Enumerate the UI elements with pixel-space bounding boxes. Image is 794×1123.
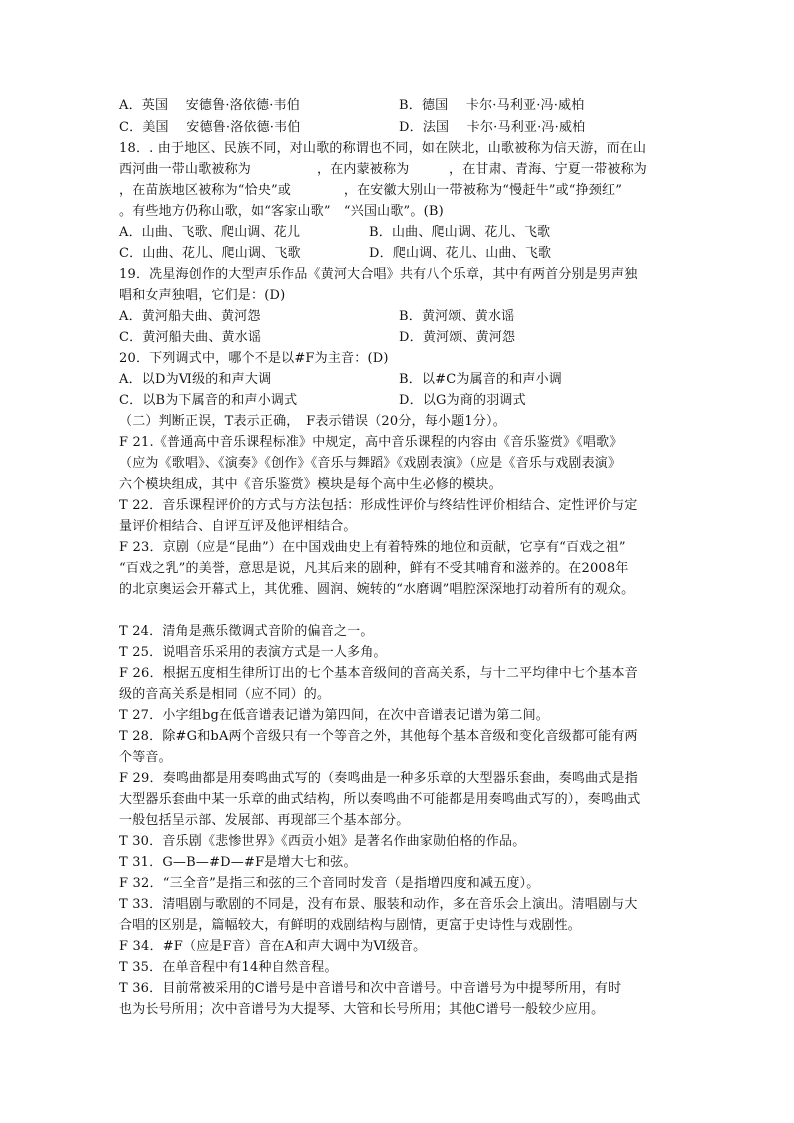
- q20-option-d: D．以G为商的羽调式: [399, 393, 526, 408]
- q18-line-3: ，在苗族地区被称为“恰央”或 ，在安徽大别山一带被称为“慢赶牛”或“挣颈红”: [119, 183, 623, 198]
- q17-options-row-2: [119, 120, 679, 136]
- q19-line-1: 19．冼星海创作的大型声乐作品《黄河大合唱》共有八个乐章，其中有两首分别是男声独: [119, 267, 638, 282]
- q19-option-d: D．黄河颂、黄河怨: [399, 330, 516, 345]
- q18-line-1: 18．. 由于地区、民族不同，对山歌的称谓也不同，如在陕北，山歌被称为信天游，而在山: [119, 141, 647, 156]
- q20-option-b: B．以#C为属音的和声小调: [399, 372, 562, 387]
- q19-option-c: C．黄河船夫曲、黄水谣: [119, 330, 262, 345]
- q21-line-1: F 21.《普通高中音乐课程标准》中规定，高中音乐课程的内容由《音乐鉴赏》《唱歌》: [119, 435, 623, 450]
- q26-line-2: 级的音高关系是相同（应不同）的。: [119, 687, 331, 702]
- q17-option-d: D．法国 卡尔·马利亚·冯·威柏: [399, 120, 586, 135]
- q21-line-3: 六个模块组成，其中《音乐鉴赏》模块是每个高中生必修的模块。: [119, 477, 502, 492]
- q33-line-2: 合唱的区别是，篇幅较大，有鲜明的戏剧结构与剧情，更富于史诗性与戏剧性。: [119, 918, 582, 933]
- q19-option-b: B．黄河颂、黄水谣: [399, 309, 515, 324]
- q28-line-1: T 28．除#G和bA两个音级只有一个等音之外，其他每个基本音级和变化音级都可能有两: [119, 729, 638, 744]
- q17-option-a: A．英国 安德鲁·洛依德·韦伯: [119, 98, 300, 113]
- q18-option-c: C．山曲、花儿、爬山调、飞歌: [119, 246, 301, 261]
- q22-line-2: 量评价相结合、自评互评及他评相结合。: [119, 519, 357, 534]
- q27-line: T 27．小字组bg在低音谱表记谱为第四间，在次中音谱表记谱为第二间。: [119, 708, 549, 723]
- q20-options-row-2: [119, 393, 679, 409]
- q19-options-row-1: [119, 309, 679, 325]
- q26-line-1: F 26．根据五度相生律所订出的七个基本音级间的音高关系，与十二平均律中七个基本音: [119, 666, 638, 681]
- q20-options-row-1: [119, 372, 679, 388]
- q20-line-1: 20．下列调式中，哪个不是以#F为主音：(D): [119, 351, 389, 366]
- q20-option-a: A．以D为Ⅵ级的和声大调: [119, 372, 272, 387]
- q17-option-c: C．美国 安德鲁·洛依德·韦伯: [119, 120, 301, 135]
- q19-option-a: A．黄河船夫曲、黄河怨: [119, 309, 261, 324]
- q25-line: T 25．说唱音乐采用的表演方式是一人多角。: [119, 645, 387, 660]
- q29-line-3: 一般包括呈示部、发展部、再现部三个基本部分。: [119, 813, 410, 828]
- q20-option-c: C．以B为下属音的和声小调式: [119, 393, 298, 408]
- q31-line: T 31．G—B—#D—#F是增大七和弦。: [119, 855, 357, 870]
- q33-line-1: T 33．清唱剧与歌剧的不同是，没有布景、服装和动作，多在音乐会上演出。清唱剧与大: [119, 897, 638, 912]
- q21-line-2: （应为《歌唱》、《演奏》《创作》《音乐与舞蹈》《戏剧表演》（应是《音乐与戏剧表演》: [119, 456, 622, 471]
- q18-line-4: 。有些地方仍称山歌，如“客家山歌” “兴国山歌”。(B): [119, 204, 444, 219]
- q35-line: T 35．在单音程中有14种自然音程。: [119, 960, 338, 975]
- q18-option-b: B．山曲、爬山调、花儿、飞歌: [369, 225, 551, 240]
- q32-line: F 32．“三全音”是指三和弦的三个音同时发音（是指增四度和减五度）。: [119, 876, 540, 891]
- q24-line: T 24．清角是燕乐徵调式音阶的偏音之一。: [119, 624, 374, 639]
- q29-line-1: F 29．奏鸣曲都是用奏鸣曲式写的（奏鸣曲是一种多乐章的大型器乐套曲，奏鸣曲式是指: [119, 771, 638, 786]
- q29-line-2: 大型器乐套曲中某一乐章的曲式结构，所以奏鸣曲不可能都是用奏鸣曲式写的），奏鸣曲式: [119, 792, 641, 807]
- q22-line-1: T 22．音乐课程评价的方式与方法包括：形成性评价与终结性评价相结合、定性评价与定: [119, 498, 638, 513]
- q23-line-1: F 23．京剧（应是“昆曲”）在中国戏曲史上有着特殊的地位和贡献，它享有“百戏之祖”: [119, 540, 626, 555]
- q18-option-d: D．爬山调、花儿、山曲、飞歌: [369, 246, 552, 261]
- q18-option-a: A．山曲、飞歌、爬山调、花儿: [119, 225, 301, 240]
- section-2-heading: （二）判断正误，T表示正确， F表示错误（20分，每小题1分）。: [119, 414, 506, 429]
- q18-line-2: 西河曲一带山歌被称为 ，在内蒙被称为 ，在甘肃、青海、宁夏一带被称为: [119, 162, 648, 177]
- q36-line-1: T 36．目前常被采用的C谱号是中音谱号和次中音谱号。中音谱号为中提琴所用，有时: [119, 981, 622, 996]
- q30-line: T 30．音乐剧《悲惨世界》《西贡小姐》是著名作曲家勋伯格的作品。: [119, 834, 526, 849]
- q17-option-b: B．德国 卡尔·马利亚·冯·威柏: [399, 98, 585, 113]
- q17-options-row-1: [119, 98, 679, 114]
- q34-line: F 34．#F（应是F音）音在A和声大调中为Ⅵ级音。: [119, 939, 427, 954]
- q19-line-2: 唱和女声独唱，它们是：(D): [119, 288, 286, 303]
- q36-line-2: 也为长号所用；次中音谱号为大提琴、大管和长号所用；其他C谱号一般较少应用。: [119, 1002, 605, 1017]
- q19-options-row-2: [119, 330, 679, 346]
- q23-line-2: “百戏之乳”的美誉，意思是说，凡其后来的剧种，鲜有不受其哺育和滋养的。在2008年: [119, 561, 629, 576]
- q23-line-3: 的北京奥运会开幕式上，其优雅、圆润、婉转的“水磨调”唱腔深深地打动着所有的观众。: [119, 582, 635, 597]
- q18-options-row-1: [119, 225, 679, 241]
- q28-line-2: 个等音。: [119, 750, 172, 765]
- q18-options-row-2: [119, 246, 679, 262]
